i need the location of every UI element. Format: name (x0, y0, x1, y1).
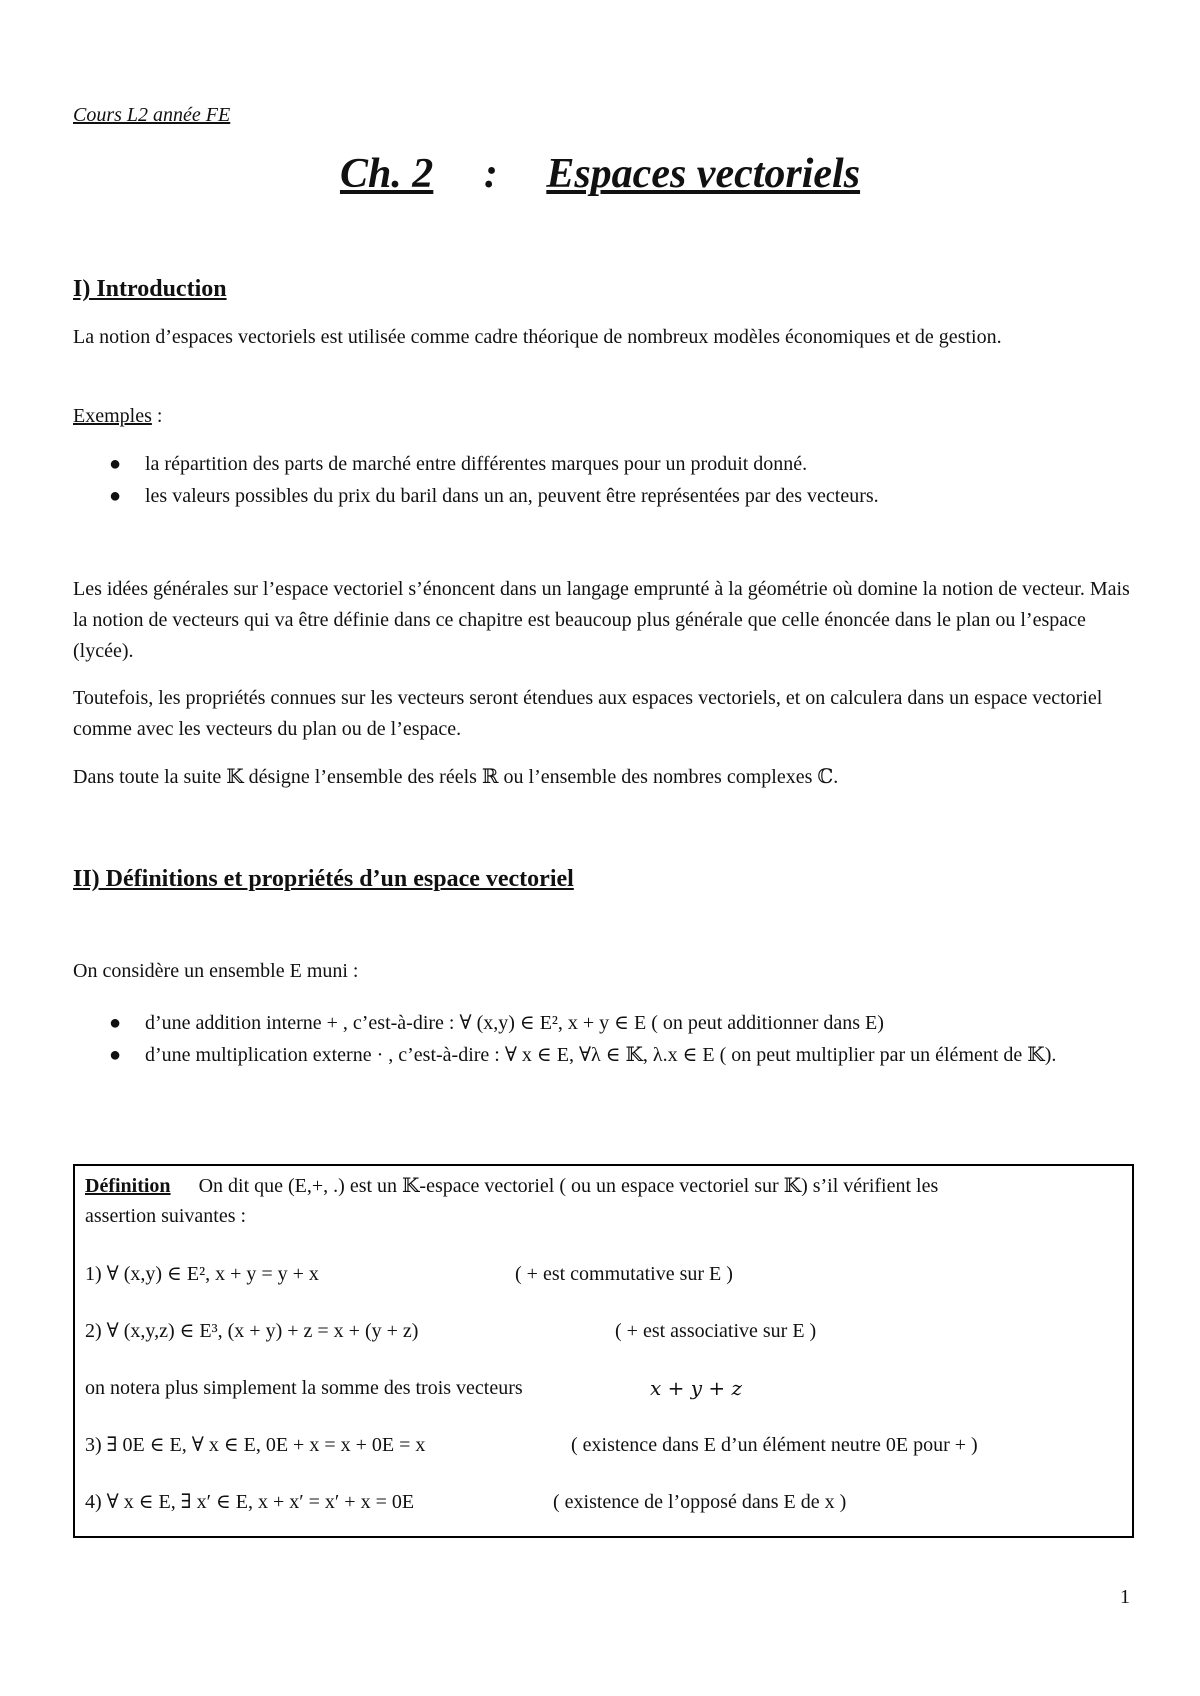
chapter-title (0, 150, 1200, 198)
remark-line (85, 1374, 743, 1402)
paragraph-general-ideas: Les idées générales sur l’espace vectoriel s’énoncent dans un langage emprunté à la géométrie où domine la notion de vecteur. Mais la notion de vecteurs qui va être définie dans ce chapitre est beaucoup plus générale que celle énoncée dans le plan ou l’espace (lycée). (73, 578, 1130, 662)
definition-box (73, 1164, 1134, 1538)
bullet-icon: ● (109, 453, 122, 475)
bullet-icon: ● (109, 485, 122, 507)
axiom-1 (85, 1260, 733, 1288)
examples-label-suffix: : (151, 405, 163, 427)
axiom-4 (85, 1488, 847, 1516)
section-heading-definitions: II) Définitions et propriétés d’un espace vectoriel (73, 866, 574, 892)
remark-text: on notera plus simplement la somme des trois vecteurs (85, 1377, 523, 1399)
axiom-3-note: ( existence dans E d’un élément neutre 0E pour + ) (571, 1434, 978, 1456)
section2-lead: On considère un ensemble E muni : (73, 960, 359, 982)
axiom-2 (85, 1317, 817, 1345)
chapter-name: Espaces vectoriels (546, 151, 861, 197)
paragraph-field-definition: Dans toute la suite 𝕂 désigne l’ensemble des réels ℝ ou l’ensemble des nombres complexes ℂ. (73, 766, 839, 788)
example-text: les valeurs possibles du prix du baril dans un an, peuvent être représentées par des vecteurs. (145, 485, 879, 507)
paragraph-properties: Toutefois, les propriétés connues sur les vecteurs seront étendues aux espaces vectoriels, et on calculera dans un espace vectoriel comme avec les vecteurs du plan ou de l’espace. (73, 687, 1103, 740)
examples-list (73, 448, 1143, 512)
axiom-3-formula: 3) ∃ 0E ∈ E, ∀ x ∈ E, 0E + x = x + 0E = x (85, 1434, 426, 1456)
definition-text-1: On dit que (E,+, .) est un 𝕂-espace vectoriel ( ou un espace vectoriel sur 𝕂) s’il vérifient les (198, 1175, 939, 1197)
axiom-1-note: ( + est commutative sur E ) (515, 1263, 733, 1285)
examples-label-text: Exemples (73, 405, 152, 427)
definition-label: Définition (85, 1175, 171, 1197)
course-header: Cours L2 année FE (73, 104, 231, 126)
section-heading-introduction: I) Introduction (73, 276, 227, 302)
chapter-number: Ch. 2 (339, 151, 434, 197)
axiom-3 (85, 1431, 978, 1459)
bullet-icon: ● (109, 1044, 122, 1066)
list-item (73, 1039, 1133, 1071)
axiom-4-note: ( existence de l’opposé dans E de x ) (553, 1491, 847, 1513)
definition-line-2: assertion suivantes : (85, 1205, 247, 1227)
axiom-1-formula: 1) ∀ (x,y) ∈ E², x + y = y + x (85, 1263, 319, 1285)
operations-list (73, 1007, 1133, 1071)
axiom-2-formula: 2) ∀ (x,y,z) ∈ E³, (x + y) + z = x + (y + z) (85, 1320, 419, 1342)
operation-multiplication: d’une multiplication externe · , c’est-à-dire : ∀ x ∈ E, ∀λ ∈ 𝕂, λ.x ∈ E ( on peut multiplier par un élément de 𝕂). (145, 1044, 1057, 1066)
list-item (73, 480, 1143, 512)
list-item (73, 1007, 1133, 1039)
chapter-separator: : (483, 151, 498, 197)
intro-paragraph: La notion d’espaces vectoriels est utilisée comme cadre théorique de nombreux modèles économiques et de gestion. (73, 326, 1002, 348)
remark-expression: x + y + z (650, 1376, 743, 1400)
definition-line-1 (85, 1172, 938, 1200)
examples-label (73, 401, 162, 432)
bullet-icon: ● (109, 1012, 122, 1034)
page-number: 1 (1120, 1586, 1130, 1608)
axiom-2-note: ( + est associative sur E ) (615, 1320, 817, 1342)
operation-addition: d’une addition interne + , c’est-à-dire : ∀ (x,y) ∈ E², x + y ∈ E ( on peut additionner dans E) (145, 1012, 884, 1034)
list-item (73, 448, 1143, 480)
example-text: la répartition des parts de marché entre différentes marques pour un produit donné. (145, 453, 808, 475)
axiom-4-formula: 4) ∀ x ∈ E, ∃ x′ ∈ E, x + x′ = x′ + x = 0E (85, 1491, 415, 1513)
